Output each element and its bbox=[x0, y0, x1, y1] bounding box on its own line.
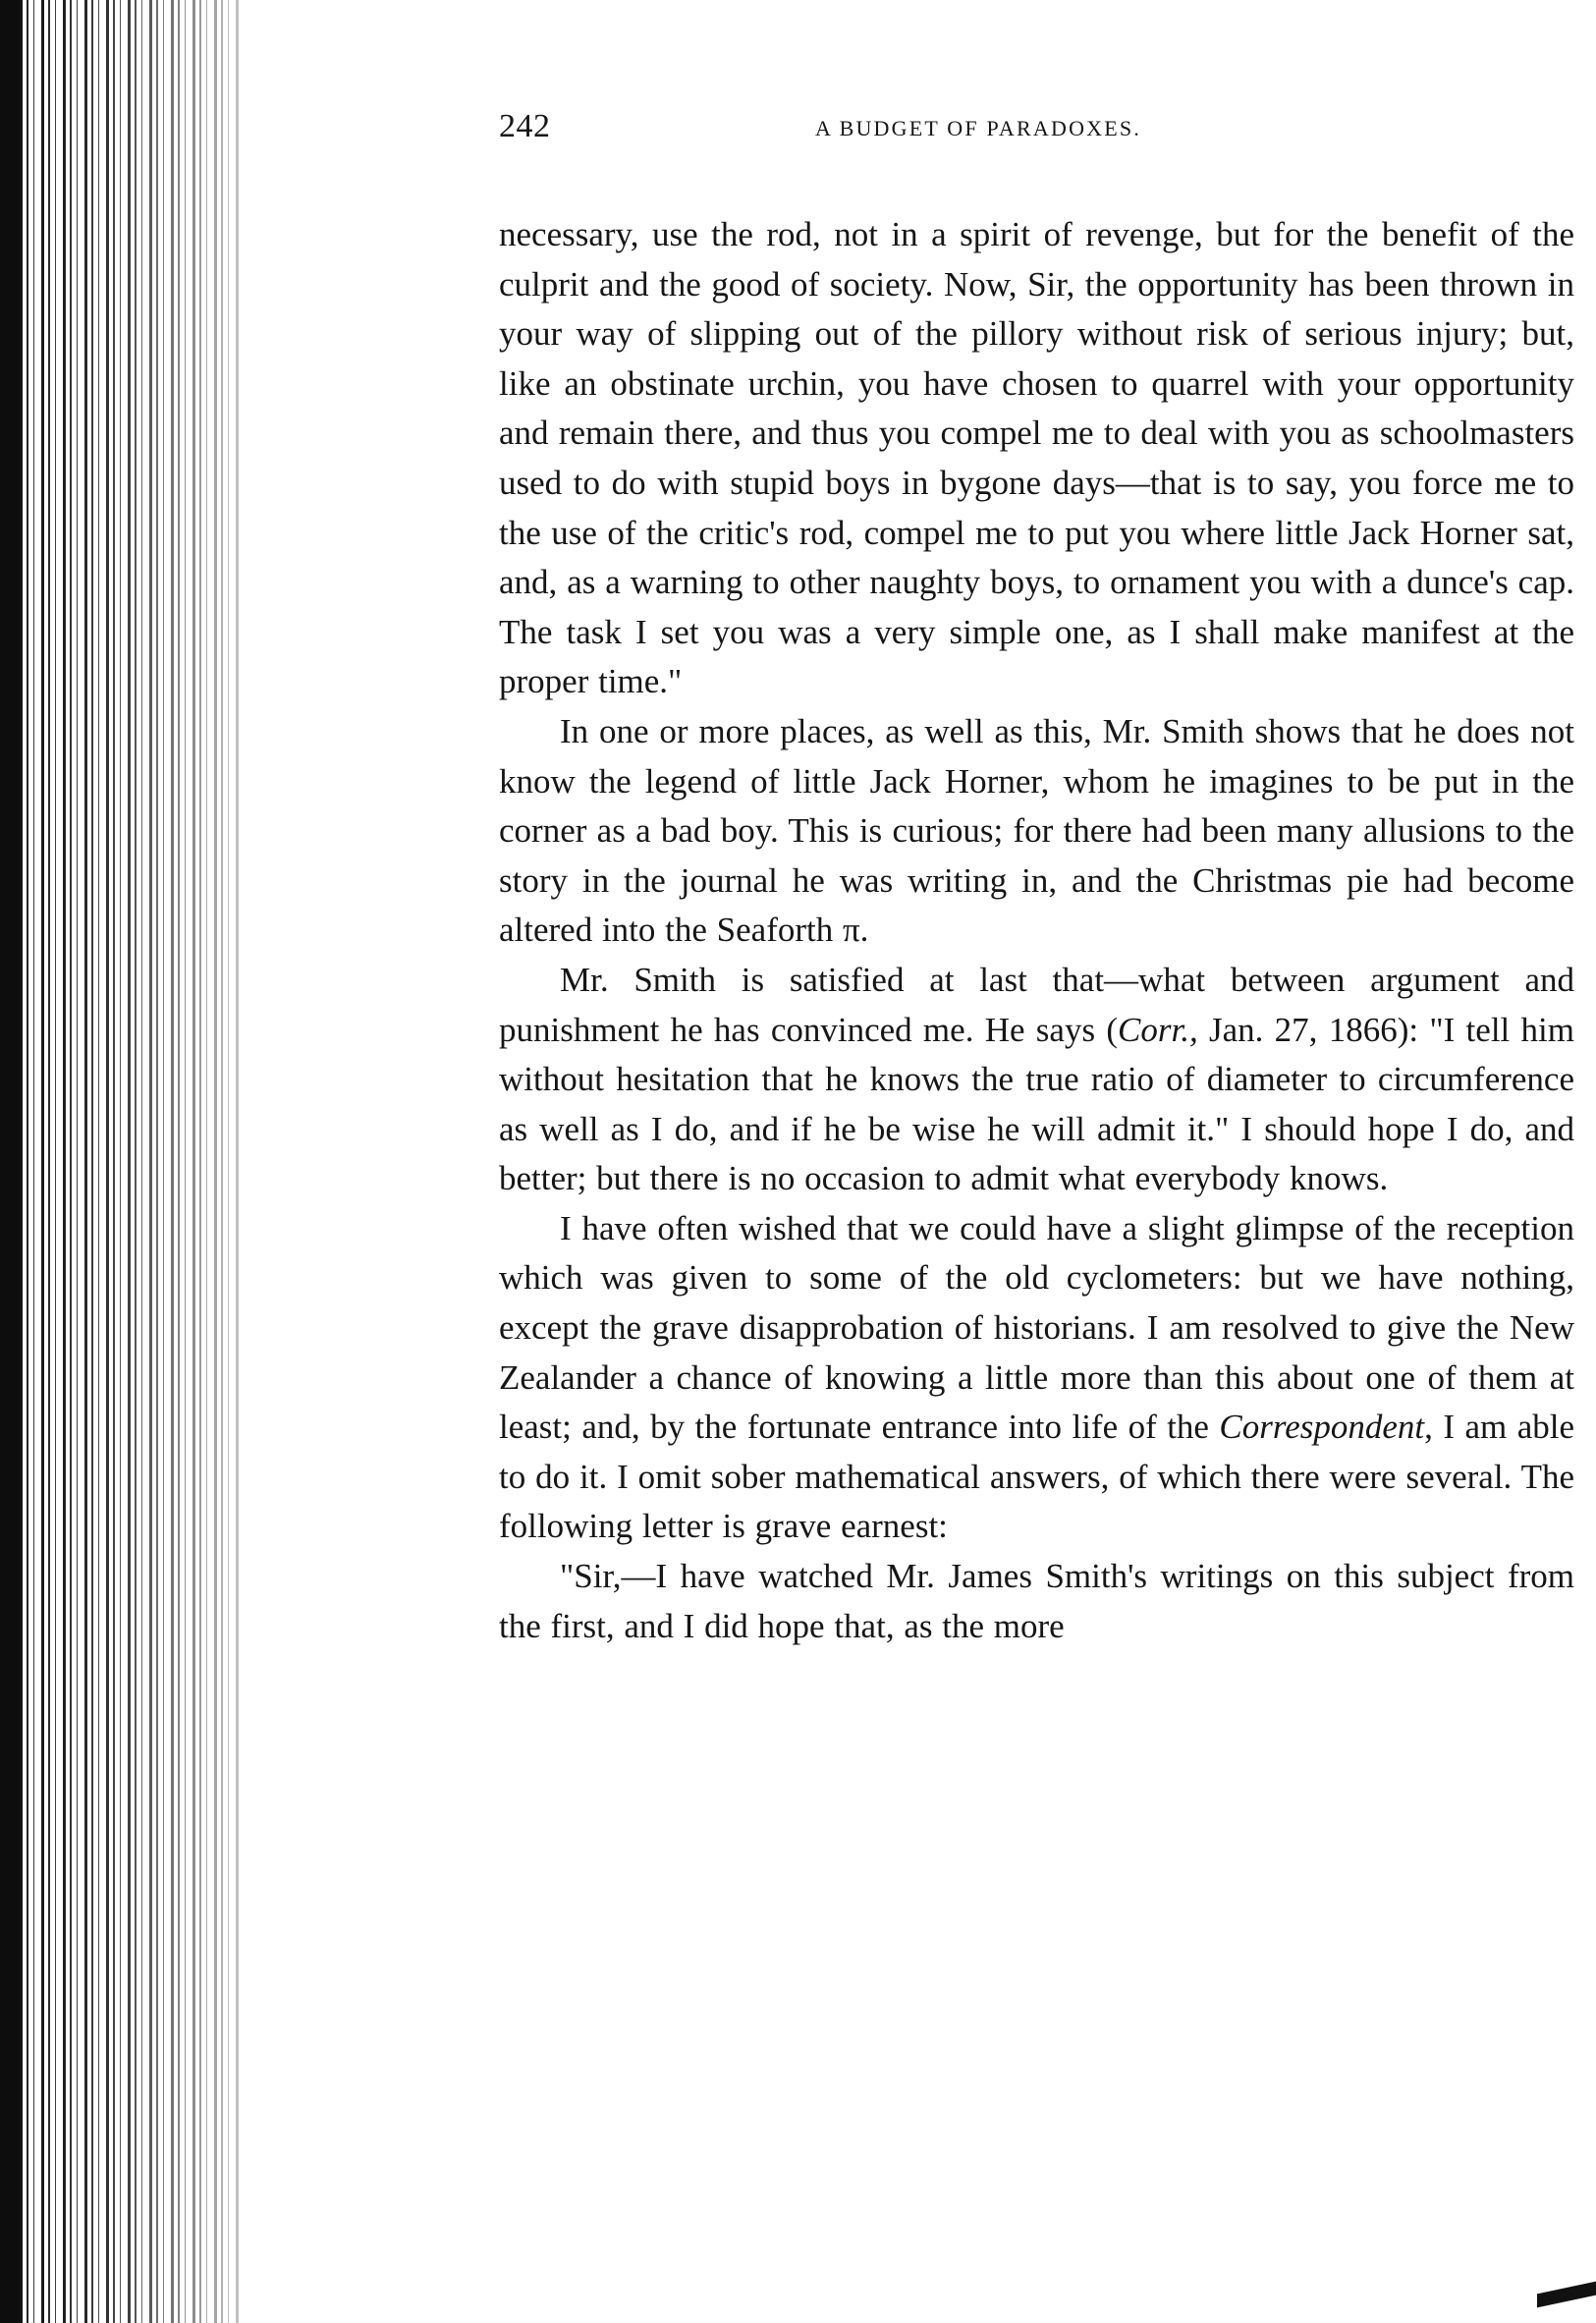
paragraph-2: In one or more places, as well as this, Mr. Smith shows that he does not know the legend of little Jack Horner, whom he imagines to be put in the corner as a bad boy. This is curious; for there had been many allusions to the story in the journal he was writing in, and the Christmas pie had become altered into the Seaforth π. bbox=[499, 711, 1574, 950]
paragraph-5: "Sir,—I have watched Mr. James Smith's writings on this subject from the first, and I did hope that, as the more bbox=[499, 1557, 1574, 1645]
page-number: 242 bbox=[499, 108, 551, 144]
book-page bbox=[499, 98, 1574, 1651]
spine-binding bbox=[0, 0, 20, 2323]
book-spine-edge bbox=[0, 0, 241, 2323]
paragraph-1: necessary, use the rod, not in a spirit of revenge, but for the benefit of the culprit and the good of society. Now, Sir, the opportunity has been thrown in your way of slipping out of the pillory without risk of serious injury; but, like an obstinate urchin, you have chosen to quarrel with your opportunity and remain there, and thus you compel me to deal with you as schoolmasters used to do with stupid boys in bygone days—that is to say, you force me to the use of the critic's rod, compel me to put you where little Jack Horner sat, and, as a warning to other naughty boys, to ornament you with a dunce's cap. The task I set you was a very simple one, as I shall make manifest at the proper time." bbox=[499, 215, 1574, 701]
paragraph-3: Mr. Smith is satisfied at last that—what between argument and punishment he has convinced me. He says (Corr., Jan. 27, 1866): "I tell him without hesitation that he knows the true ratio of diameter to circumference as well as I do, and if he be wise he will admit it." I should hope I do, and better; but there is no occasion to admit what everybody knows. bbox=[499, 960, 1574, 1198]
running-head bbox=[499, 98, 1574, 167]
running-title: A BUDGET OF PARADOXES. bbox=[815, 116, 1142, 140]
corner-scan-artifact bbox=[1537, 2282, 1596, 2308]
paragraph-4: I have often wished that we could have a slight glimpse of the reception which was given to some of the old cyclometers: but we have nothing, except the grave disapprobation of historians. I am resolved to give the New Zealander a chance of knowing a little more than this about one of them at least; and, by the fortunate entrance into life of the Correspondent, I am able to do it. I omit sober mathematical answers, of which there were several. The following letter is grave earnest: bbox=[499, 1208, 1574, 1546]
body-text bbox=[499, 210, 1574, 1651]
page-edges bbox=[20, 0, 241, 2323]
